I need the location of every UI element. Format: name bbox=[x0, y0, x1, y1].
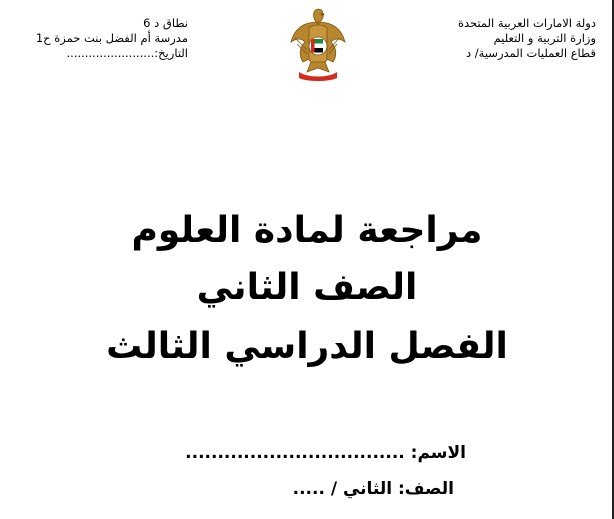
sector-name: قطاع العمليات المدرسية/ د bbox=[466, 46, 596, 60]
term-title: الفصل الدراسي الثالث bbox=[106, 326, 508, 367]
ministry-header bbox=[416, 16, 596, 61]
zone-label: نطاق د 6 bbox=[143, 16, 188, 30]
class-field[interactable]: الصف: الثاني / ..... bbox=[292, 479, 454, 499]
review-title: مراجعة لمادة العلوم bbox=[131, 210, 483, 251]
country-name: دولة الامارات العربية المتحدة bbox=[457, 16, 596, 30]
student-name-field[interactable]: الاسم: .................................. bbox=[185, 443, 466, 463]
date-field: التاريخ:........................ bbox=[66, 46, 188, 60]
grade-title: الصف الثاني bbox=[196, 267, 418, 308]
ministry-name: وزارة التربية و التعليم bbox=[493, 31, 596, 45]
uae-falcon-emblem-icon bbox=[287, 8, 349, 82]
school-header bbox=[18, 16, 188, 61]
school-name: مدرسة أم الفضل بنت حمزة ح1 bbox=[35, 31, 188, 45]
